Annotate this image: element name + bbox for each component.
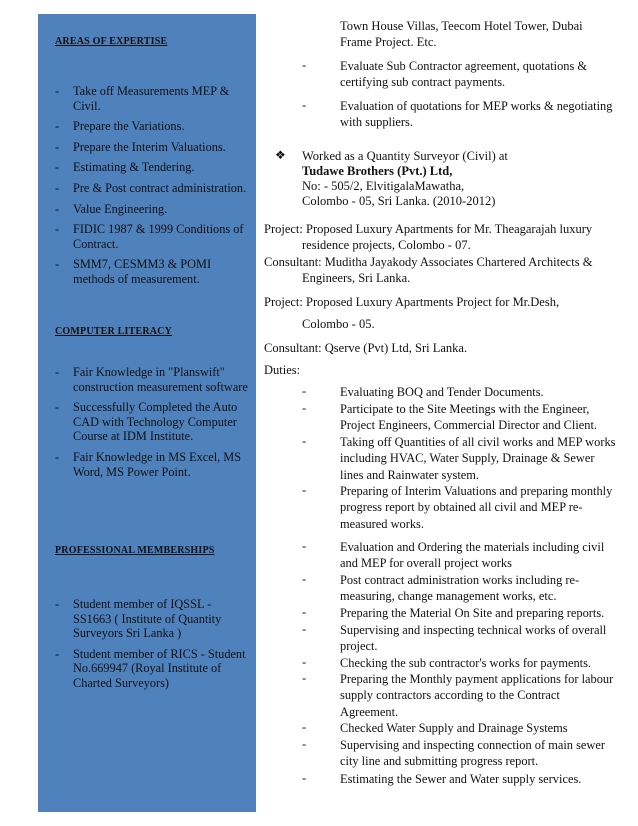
bullet-dash: - [302, 572, 307, 586]
list-item: - Pre & Post contract administration. [55, 180, 247, 195]
company-address: Colombo - 05, Sri Lanka. (2010-2012) [302, 194, 496, 208]
list-item: - Estimating & Tendering. [55, 160, 195, 175]
duty-item: Checked Water Supply and Drainage Systems [340, 721, 568, 735]
duty-item: Post contract administration works including re-measuring, change management works, etc. [340, 573, 580, 604]
computer-literacy-heading: COMPUTER LITERACY [55, 326, 173, 337]
duty-item: Preparing the Material On Site and preparing reports. [340, 606, 605, 620]
project-line: residence projects, Colombo - 07. [302, 238, 471, 252]
bullet-dash: - [302, 655, 307, 669]
bullet-dash: - [302, 98, 307, 112]
company-address: No: - 505/2, ElvitigalaMawatha, [302, 179, 465, 193]
duty-item: Preparing of Interim Valuations and preparing monthly progress report by obtained all civil and MEP re-measured works. [340, 484, 613, 531]
list-item: - Prepare the Interim Valuations. [55, 139, 226, 154]
expertise-heading: AREAS OF EXPERTISE [55, 36, 168, 47]
duty-item: Evaluating BOQ and Tender Documents. [340, 385, 544, 399]
previous-projects-line: Town House Villas, Teecom Hotel Tower, Dubai [340, 19, 583, 33]
duty-item: Estimating the Sewer and Water supply services. [340, 772, 582, 786]
bullet-dash: - [302, 539, 307, 553]
list-item: - Prepare the Variations. [55, 119, 185, 134]
bullet-dash: - [302, 401, 307, 415]
duty-item: Supervising and inspecting connection of main sewer city line and submitting progress report. [340, 738, 605, 769]
list-item: - Fair Knowledge in "Planswift" construction measurement software [55, 365, 248, 394]
memberships-heading: PROFESSIONAL MEMBERSHIPS [55, 545, 215, 556]
duty-item: Checking the sub contractor's works for payments. [340, 656, 592, 670]
project-line: Colombo - 05. [302, 317, 375, 331]
bullet-dash: - [302, 671, 307, 685]
duty-item: Supervising and inspecting technical works of overall project. [340, 623, 607, 654]
memberships-list [55, 597, 251, 691]
job-title: Worked as a Quantity Surveyor (Civil) at [302, 149, 508, 163]
top-duty-item: Evaluate Sub Contractor agreement, quotations & certifying sub contract payments. [340, 59, 588, 90]
consultant-line: Consultant: Qserve (Pvt) Ltd, Sri Lanka. [264, 341, 468, 355]
previous-projects-line: Frame Project. Etc. [340, 35, 437, 49]
consultant-line: Consultant: Muditha Jayakody Associates Chartered Architects & [264, 255, 593, 269]
bullet-dash: - [302, 483, 307, 497]
bullet-dash: - [302, 737, 307, 751]
list-item: - Student member of IQSSL - SS1663 ( Institute of Quantity Surveyors Sri Lanka ) [55, 597, 222, 641]
project-line: Project: Proposed Luxury Apartments for Mr. Theagarajah luxury [264, 222, 593, 236]
top-duty-item: Evaluation of quotations for MEP works & negotiating with suppliers. [340, 99, 613, 130]
consultant-line: Engineers, Sri Lanka. [302, 271, 411, 285]
duties-label: Duties: [264, 363, 301, 377]
company-name: Tudawe Brothers (Pvt.) Ltd, [302, 164, 453, 178]
duty-item: Participate to the Site Meetings with the Engineer, Project Engineers, Commercial Director and Client. [340, 402, 598, 433]
bullet-dash: - [302, 434, 307, 448]
bullet-dash: - [302, 605, 307, 619]
list-item: - FIDIC 1987 & 1999 Conditions of Contract. [55, 222, 244, 251]
duty-item: Taking off Quantities of all civil works and MEP works including HVAC, Water Supply, Drainage & Sewer lines and Rainwater system. [340, 435, 616, 482]
duty-item: Evaluation and Ordering the materials including civil and MEP for overall project works [340, 540, 605, 571]
project-line: Project: Proposed Luxury Apartments Project for Mr.Desh, [264, 295, 560, 309]
duty-item: Preparing the Monthly payment applications for labour supply contractors according to the Contract Agreement. [340, 672, 614, 719]
bullet-dash: - [302, 720, 307, 734]
expertise-list [55, 84, 251, 287]
list-item: - SMM7, CESMM3 & POMI methods of measurement. [55, 257, 212, 286]
list-item: - Take off Measurements MEP & Civil. [55, 84, 230, 113]
list-item: - Student member of RICS - Student No.669947 (Royal Institute of Charted Surveyors) [55, 646, 246, 690]
diamond-bullet-icon: ❖ [275, 148, 286, 162]
bullet-dash: - [302, 384, 307, 398]
bullet-dash: - [302, 771, 307, 785]
list-item: - Value Engineering. [55, 201, 168, 216]
bullet-dash: - [302, 58, 307, 72]
sidebar-panel [38, 14, 256, 812]
computer-literacy-list [55, 365, 251, 479]
bullet-dash: - [302, 622, 307, 636]
list-item: - Successfully Completed the Auto CAD with Technology Computer Course at IDM Institute. [55, 400, 238, 444]
list-item: - Fair Knowledge in MS Excel, MS Word, MS Power Point. [55, 449, 242, 479]
